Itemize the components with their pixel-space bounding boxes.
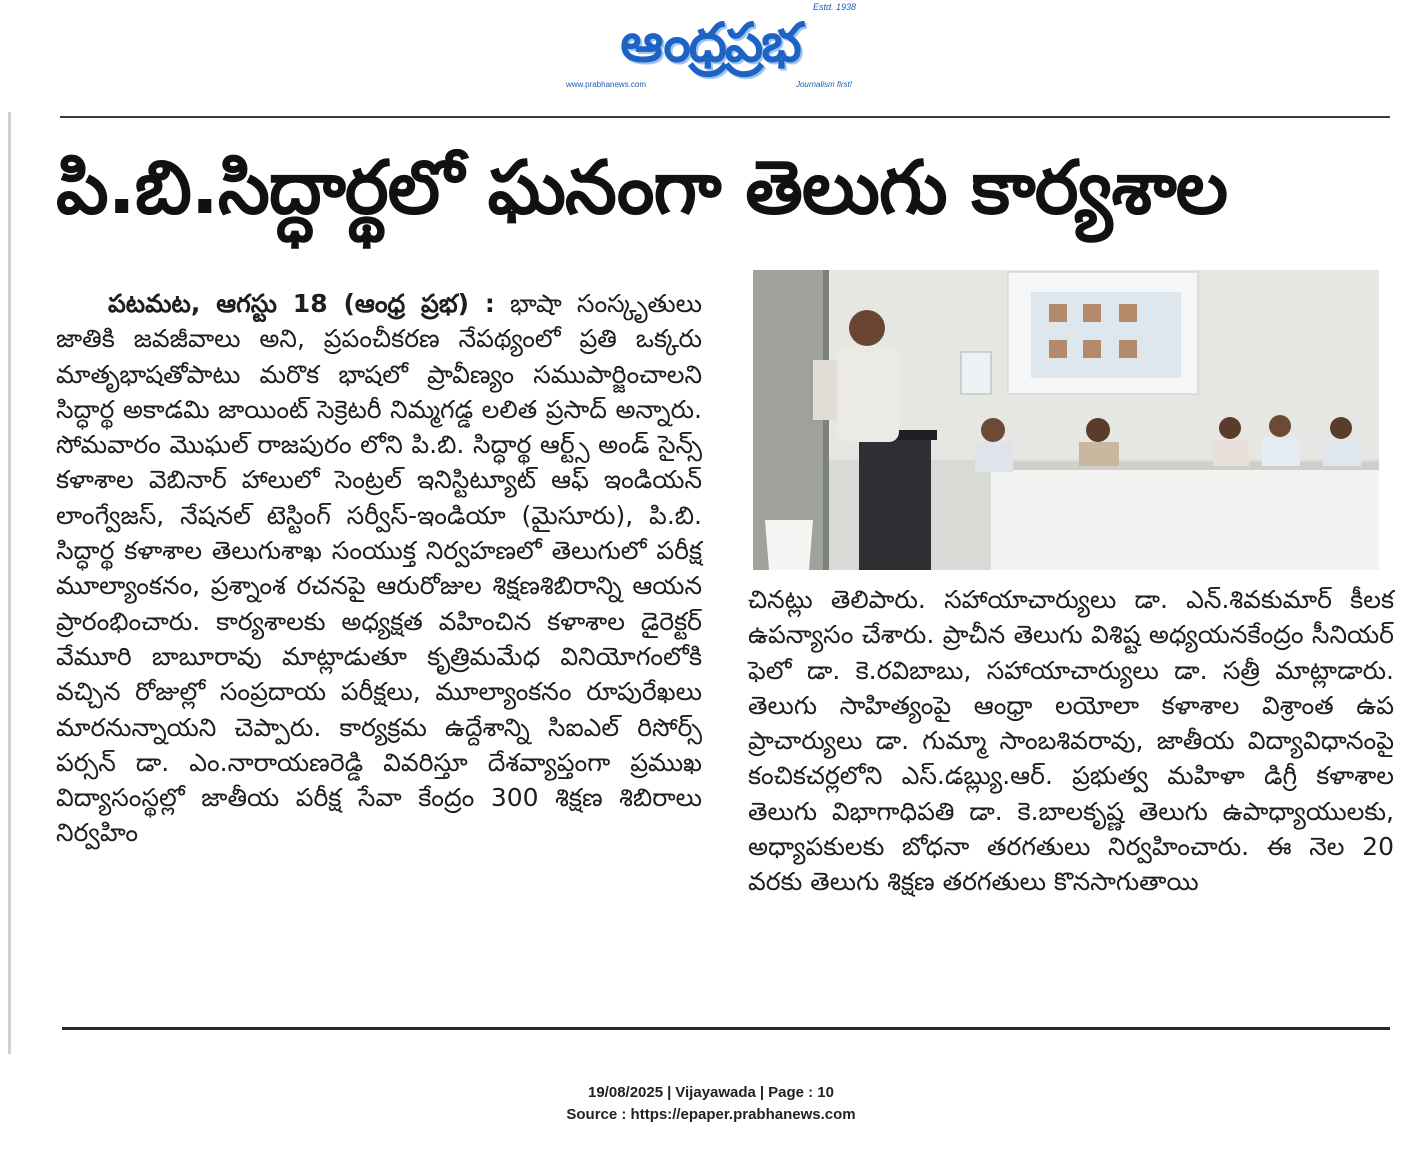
footer-page: Page : 10	[768, 1084, 834, 1101]
footer-edition: Vijayawada	[675, 1084, 756, 1101]
left-column-text: భాషా సంస్కృతులు జాతికి జవజీవాలు అని, ప్రపంచీకరణ నేపథ్యంలో ప్రతి ఒక్కరు మాతృభాషతోపాటు మరొక భాషలో ప్రావీణ్యం సముపార్జించాలని సిద్ధార్థ అకాడమి జాయింట్ సెక్రెటరీ నిమ్మగడ్డ లలిత ప్రసాద్ అన్నారు. సోమవారం మొఘల్ రాజపురం లోని పి.బి. సిద్ధార్థ ఆర్ట్స్ అండ్ సైన్స్ కళాశాల వెబినార్ హాలులో సెంట్రల్ ఇనిస్టిట్యూట్ ఆఫ్ ఇండియన్ లాంగ్వేజస్, నేషనల్ టెస్టింగ్ సర్వీస్-ఇండియా (మైసూరు), పి.బి. సిద్ధార్థ కళాశాల తెలుగుశాఖ సంయుక్త నిర్వహణలో తెలుగులో పరీక్ష మూల్యాంకనం, ప్రశ్నాంశ రచనపై ఆరురోజుల శిక్షణశిబిరాన్ని ఆయన ప్రారంభించారు. కార్యశాలకు అధ్యక్షత వహించిన కళాశాల డైరెక్టర్ వేమూరి బాబూరావు మాట్లాడుతూ కృత్రిమమేధ వినియోగంలోకి వచ్చిన రోజుల్లో సంప్రదాయ పరీక్షలు, మూల్యాంకనం రూపురేఖలు మారనున్నాయని చెప్పారు. కార్యక్రమ ఉద్దేశాన్ని సిఐఎల్ రిసోర్స్ పర్సన్ డా. ఎం.నారాయణరెడ్డి వివరిస్తూ దేశవ్యాప్తంగా ప్రముఖ విద్యాసంస్థల్లో జాతీయ పరీక్ష సేవా కేంద్రం 300 శిక్షణ శిబిరాలు నిర్వహిం	[56, 289, 702, 848]
page-footer	[0, 1082, 1422, 1126]
bottom-rule	[62, 1027, 1390, 1030]
clipping-left-edge	[8, 112, 11, 1054]
workshop-photo	[753, 270, 1379, 570]
footer-separator: |	[759, 1084, 765, 1101]
article-headline: పి.బి.సిద్ధార్థలో ఘనంగా తెలుగు కార్యశాల	[56, 145, 1228, 231]
footer-edition-line	[0, 1082, 1422, 1104]
article-right-column	[748, 582, 1394, 1022]
newspaper-logo: ఆంధ్రప్రభ	[620, 11, 800, 74]
footer-date: 19/08/2025	[588, 1084, 664, 1101]
article-left-column	[56, 286, 702, 1026]
footer-source: Source : https://epaper.prabhanews.com	[566, 1106, 856, 1123]
top-rule	[60, 116, 1390, 118]
masthead-estd: Estd. 1938	[812, 2, 856, 12]
right-column-text: చినట్లు తెలిపారు. సహాయాచార్యులు డా. ఎన్.శివకుమార్ కీలక ఉపన్యాసం చేశారు. ప్రాచీన తెలుగు విశిష్ట అధ్యయనకేంద్రం సీనియర్ ఫెలో డా. కె.రవిబాబు, సహాయాచార్యులు డా. సత్రీ మాట్లాడారు. తెలుగు సాహిత్యంపై ఆంధ్రా లయోలా కళాశాల విశ్రాంత ఉప ప్రాచార్యులు డా. గుమ్మా సాంబశివరావు, జాతీయ విద్యావిధానంపై కంచికచర్లలోని ఎస్.డబ్ల్యు.ఆర్. ప్రభుత్వ మహిళా డిగ్రీ కళాశాల తెలుగు విభాగాధిపతి డా. కె.బాలకృష్ణ తెలుగు ఉపాధ్యాయులకు, అధ్యాపకులకు బోధనా తరగతులు నిర్వహించారు. ఈ నెల 20 వరకు తెలుగు శిక్షణ తరగతులు కొనసాగుతాయి	[748, 585, 1394, 897]
photo-illustration-icon	[753, 270, 1379, 570]
article-dateline: పటమట, ఆగస్టు 18 (ఆంధ్ర ప్రభ) :	[108, 289, 495, 318]
masthead-url: www.prabhanews.com	[566, 80, 647, 89]
masthead	[560, 2, 860, 90]
footer-separator: |	[667, 1084, 672, 1101]
masthead-tagline: Journalism first!	[795, 80, 852, 89]
